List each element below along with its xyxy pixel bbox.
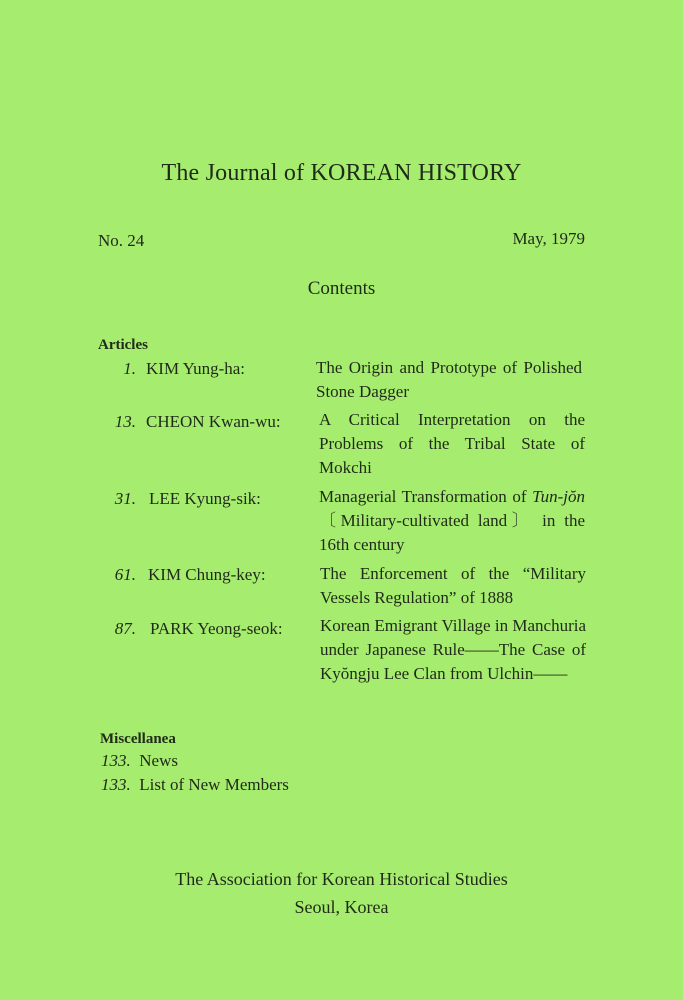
misc-page: 133. bbox=[101, 751, 131, 770]
journal-title: The Journal of KOREAN HISTORY bbox=[161, 160, 522, 186]
article-page: 13. bbox=[114, 412, 136, 431]
article-title: A Critical Interpretation on the Problems of the Tribal State of Mokchi bbox=[319, 410, 585, 477]
article-author: CHEON Kwan-wu: bbox=[146, 412, 281, 431]
article-title: Korean Emigrant Village in Manchuria under Japanese Rule——The Case of Kyŏngju Lee Clan from Ulchin—— bbox=[320, 616, 586, 683]
article-title bbox=[319, 485, 585, 557]
misc-item bbox=[101, 751, 178, 771]
issue-number: No. 24 bbox=[98, 231, 145, 250]
article-title-prefix: Managerial Transformation of bbox=[319, 487, 527, 506]
article-page: 61. bbox=[114, 565, 136, 584]
article-title-term: Tun-jŏn bbox=[532, 487, 585, 506]
article-page: 31. bbox=[114, 489, 136, 508]
contents-heading: Contents bbox=[307, 278, 376, 299]
article-author: LEE Kyung-sik: bbox=[149, 489, 261, 508]
article-author: PARK Yeong-seok: bbox=[150, 619, 283, 638]
article-page: 1. bbox=[123, 359, 136, 378]
article-title-rest: 〔Military-cultivated land〕 in the 16th century bbox=[319, 511, 585, 554]
misc-label: List of New Members bbox=[139, 775, 289, 794]
misc-item bbox=[101, 775, 289, 795]
article-author: KIM Yung-ha: bbox=[146, 359, 245, 378]
articles-heading: Articles bbox=[98, 337, 148, 353]
issue-date: May, 1979 bbox=[512, 229, 585, 248]
misc-page: 133. bbox=[101, 775, 131, 794]
article-title: The Enforcement of the “Military Vessels Regulation” of 1888 bbox=[320, 564, 586, 607]
article-author: KIM Chung-key: bbox=[148, 565, 266, 584]
article-page: 87. bbox=[114, 619, 136, 638]
article-title: The Origin and Prototype of Polished Stone Dagger bbox=[316, 358, 582, 401]
publisher-name: The Association for Korean Historical Studies bbox=[175, 869, 508, 889]
misc-label: News bbox=[139, 751, 178, 770]
miscellanea-heading: Miscellanea bbox=[100, 731, 176, 747]
publisher-location: Seoul, Korea bbox=[294, 897, 389, 917]
